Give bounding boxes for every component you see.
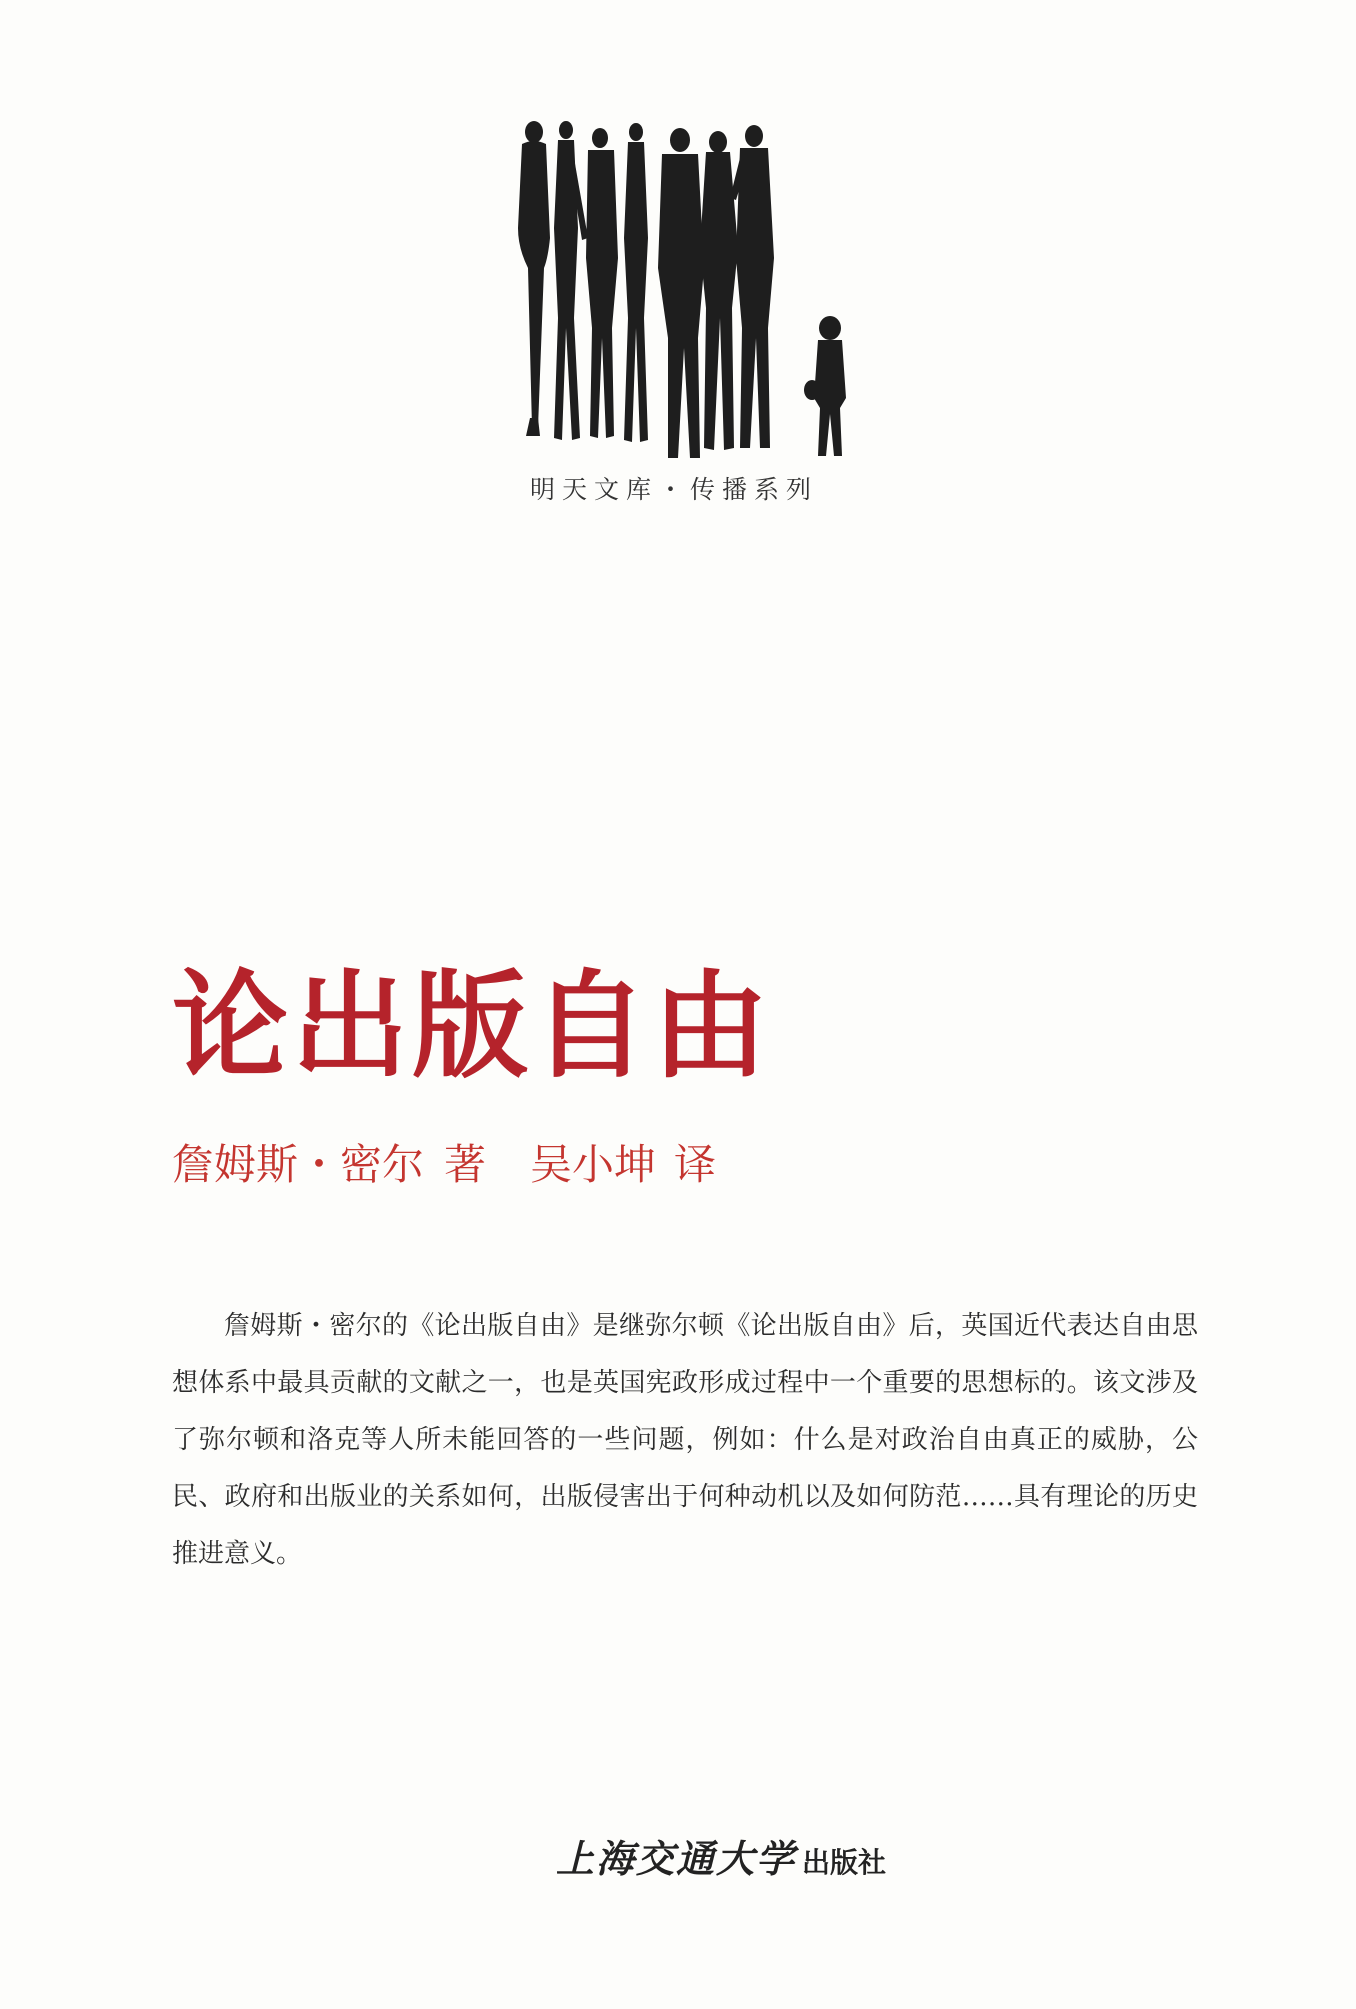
publisher (556, 1828, 886, 1883)
people-silhouettes-illustration (508, 118, 868, 468)
publisher-logo-text: 上海交通大学 (556, 1836, 797, 1881)
publisher-suffix: 出版社 (802, 1846, 887, 1879)
translator-role: 译 (674, 1140, 717, 1189)
book-title: 论出版自由 (172, 958, 772, 1094)
byline (172, 1132, 716, 1192)
author-role: 著 (444, 1140, 487, 1189)
translator-name: 吴小坤 (530, 1140, 657, 1189)
series-name: 明天文库・传播系列 (530, 475, 819, 504)
author-name: 詹姆斯・密尔 (172, 1140, 425, 1189)
book-description: 詹姆斯・密尔的《论出版自由》是继弥尔顿《论出版自由》后，英国近代表达自由思想体系中最具贡献的文献之一，也是英国宪政形成过程中一个重要的思想标的。该文涉及了弥尔顿和洛克等人所未能回答的一些问题，例如：什么是对政治自由真正的威胁，公民、政府和出版业的关系如何，出版侵害出于何种动机以及如何防范……具有理论的历史推进意义。 (172, 1311, 1198, 1569)
